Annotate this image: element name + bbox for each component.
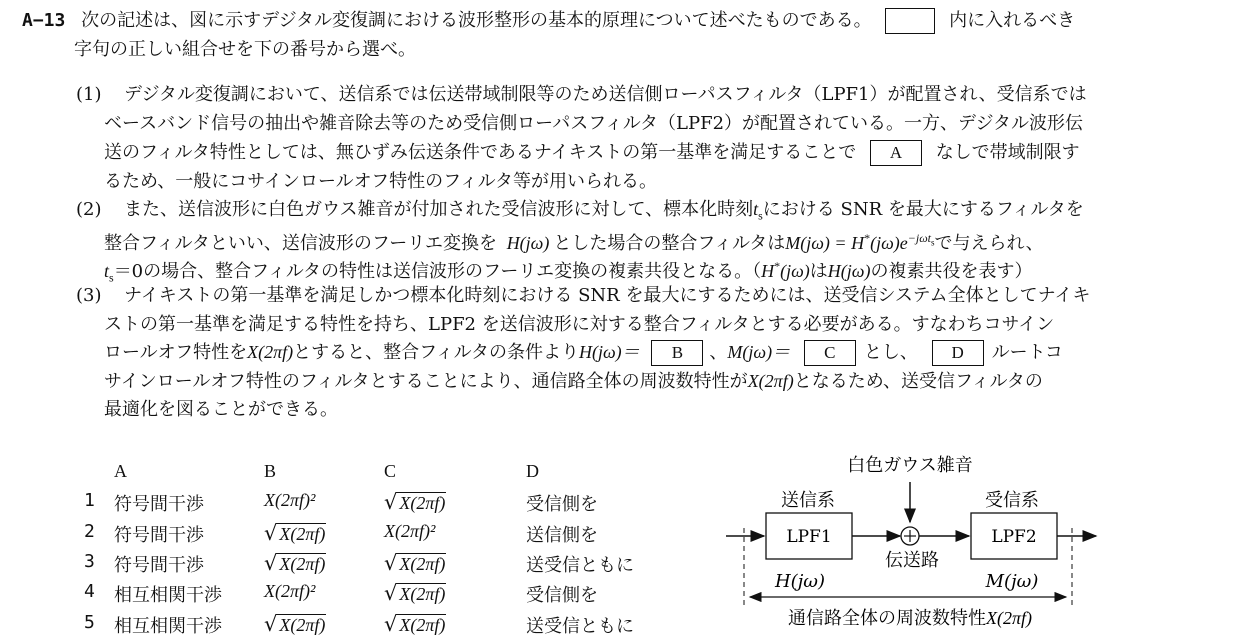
choice-header-a: A <box>114 461 127 481</box>
para3-num: (3) <box>76 285 102 306</box>
para1-line2: ベースバンド信号の抽出や雑音除去等のため受信側ローパスフィルタ（LPF2）が配置されている。一方、デジタル波形伝 <box>104 113 1083 134</box>
choice-a: 符号間干渉 <box>114 525 204 546</box>
question-header <box>22 8 1075 34</box>
para2-line1: また、送信波形に白色ガウス雑音が付加された受信波形に対して、標本化時刻$t_s$における SNR を最大にするフィルタを <box>124 199 1084 223</box>
choice-c: √ X(2πf) <box>384 612 446 636</box>
intro-line2: 字句の正しい組合せを下の番号から選べ。 <box>74 39 416 60</box>
blank-b: B <box>651 340 703 366</box>
intro-text: 次の記述は、図に示すデジタル変復調における波形整形の基本的原理について述べたものである。 <box>81 10 872 31</box>
para1-num: (1) <box>76 84 102 105</box>
lpf2-label: LPF2 <box>991 527 1037 547</box>
para2-num: (2) <box>76 199 102 220</box>
channel-label: 伝送路 <box>885 550 939 571</box>
choice-number: 4 <box>84 581 95 602</box>
question-number: A−13 <box>22 10 66 31</box>
blank-a: A <box>870 140 922 166</box>
lpf1-label: LPF1 <box>786 527 832 547</box>
choice-c: √ X(2πf) <box>384 551 446 575</box>
choice-a: 符号間干渉 <box>114 494 204 515</box>
answer-blank-box <box>885 8 935 34</box>
choice-number: 5 <box>84 612 95 633</box>
choice-b: X(2πf)² <box>264 490 316 510</box>
choice-c: √ X(2πf) <box>384 490 446 514</box>
choice-number: 3 <box>84 551 95 572</box>
blank-c: C <box>804 340 856 366</box>
choice-b: √ X(2πf) <box>264 551 326 575</box>
block-diagram <box>720 448 1234 643</box>
choice-a: 相互相関干渉 <box>114 585 222 606</box>
choice-header-d: D <box>526 461 539 481</box>
para1-line1: デジタル変復調において、送信系では伝送帯域制限等のため送信側ローパスフィルタ（LPF1）が配置され、受信系では <box>124 84 1087 105</box>
choice-header-b: B <box>264 461 277 481</box>
choice-a: 符号間干渉 <box>114 555 204 576</box>
para3-line2: ストの第一基準を満足する特性を持ち、LPF2 を送信波形に対する整合フィルタとする必要がある。すなわちコサイン <box>104 314 1055 335</box>
choice-d: 送信側を <box>526 525 598 546</box>
para2-line2: 整合フィルタといい、送信波形のフーリエ変換を H(jω) とした場合の整合フィルタは$M(j\omega) = H^*(j\omega)e^{-j\omega t_s}$で与えられ、 <box>104 231 1044 254</box>
choice-d: 送受信ともに <box>526 555 634 576</box>
choice-a: 相互相関干渉 <box>114 616 222 637</box>
choice-b: X(2πf)² <box>264 581 316 601</box>
tx-label: 送信系 <box>781 490 835 511</box>
h-jw: H(jω) <box>506 233 550 253</box>
para2-line3: $t_s=0$の場合、整合フィルタの特性は送信波形のフーリエ変換の複素共役となる。（H*(jω)はH(jω)の複素共役を表す） <box>104 259 1033 285</box>
choice-c: X(2πf)² <box>384 521 436 541</box>
choice-d: 受信側を <box>526 585 598 606</box>
para3-line4: サインロールオフ特性のフィルタとすることにより、通信路全体の周波数特性がX(2πf)となるため、送受信フィルタの <box>104 371 1043 392</box>
matched-filter-equation: $M(j\omega) = H^*(j\omega)e^{-j\omega t_s}$ <box>785 231 935 253</box>
choice-number: 1 <box>84 490 95 511</box>
rx-label: 受信系 <box>985 490 1039 511</box>
choice-header-c: C <box>384 461 397 481</box>
para3-line1: ナイキストの第一基準を満足しかつ標本化時刻における SNR を最大にするためには、送受信システム全体としてナイキ <box>124 285 1091 306</box>
h-label: H(jω) <box>774 571 826 592</box>
total-response-label: 通信路全体の周波数特性X(2πf) <box>787 608 1033 629</box>
para1-line3: 送のフィルタ特性としては、無ひずみ伝送条件であるナイキストの第一基準を満足することで A なしで帯域制限す <box>104 140 1080 166</box>
noise-label: 白色ガウス雑音 <box>847 455 973 476</box>
ts-symbol: $t_s$ <box>753 199 763 223</box>
choice-d: 送受信ともに <box>526 616 634 637</box>
choice-b: √ X(2πf) <box>264 521 326 545</box>
blank-d: D <box>932 340 984 366</box>
intro-text-end: 内に入れるべき <box>949 10 1076 31</box>
para3-line5: 最適化を図ることができる。 <box>104 399 338 420</box>
para3-line3: ロールオフ特性をX(2πf)とすると、整合フィルタの条件よりH(jω)＝ B 、M(jω)＝ C とし、 D ルートコ <box>104 340 1063 366</box>
choice-number: 2 <box>84 521 95 542</box>
choice-d: 受信側を <box>526 494 598 515</box>
choice-c: √ X(2πf) <box>384 581 446 605</box>
para1-line4: るため、一般にコサインロールオフ特性のフィルタ等が用いられる。 <box>104 171 657 192</box>
choice-b: √ X(2πf) <box>264 612 326 636</box>
m-label: M(jω) <box>985 571 1039 592</box>
